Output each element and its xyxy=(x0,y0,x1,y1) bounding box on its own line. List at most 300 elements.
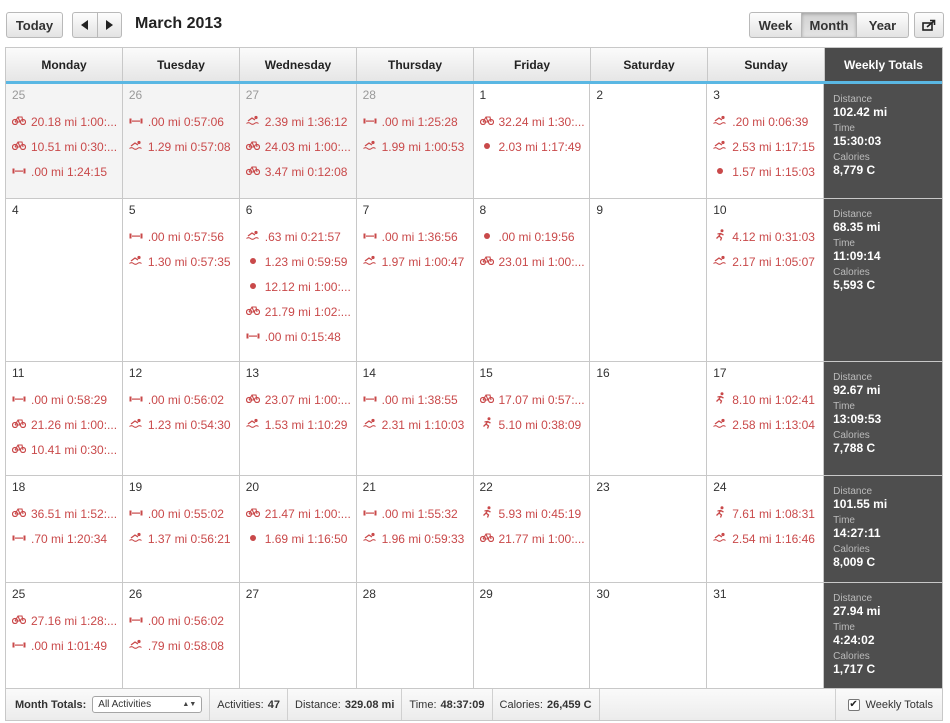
day-activities xyxy=(363,387,471,437)
header-sunday: Sunday xyxy=(708,48,825,81)
activity-summary: 36.51 mi 1:52:... xyxy=(31,506,118,521)
activity-entry[interactable] xyxy=(480,526,588,551)
activity-entry[interactable] xyxy=(246,249,354,274)
day-number: 13 xyxy=(245,366,260,380)
time-label: Time: xyxy=(409,698,437,711)
chevron-left-icon xyxy=(81,20,88,30)
day-cell[interactable] xyxy=(240,199,357,361)
activity-entry[interactable] xyxy=(713,109,821,134)
day-number: 7 xyxy=(362,203,370,217)
day-number: 8 xyxy=(479,203,487,217)
bicycle-icon xyxy=(480,393,494,406)
day-number: 11 xyxy=(12,366,25,380)
year-view-button[interactable]: Year xyxy=(857,12,909,38)
activity-summary: 12.12 mi 1:00:... xyxy=(264,279,351,294)
run-icon xyxy=(480,417,494,432)
weekly-distance-label: Distance xyxy=(833,372,873,383)
day-number: 19 xyxy=(128,480,143,494)
weekly-distance-label: Distance xyxy=(833,94,873,105)
activity-summary: .00 mi 1:25:28 xyxy=(381,114,458,129)
day-number: 28 xyxy=(362,587,376,601)
swim-icon xyxy=(713,532,727,545)
activity-summary: .00 mi 1:55:32 xyxy=(381,506,458,521)
day-cell[interactable] xyxy=(590,84,707,198)
day-cell[interactable] xyxy=(240,476,357,582)
bicycle-icon xyxy=(480,532,494,545)
weekly-distance-value: 102.42 mi xyxy=(833,105,888,119)
weekly-time-label: Time xyxy=(833,515,855,526)
day-cell[interactable] xyxy=(240,362,357,475)
bicycle-icon xyxy=(12,115,26,128)
swim-icon xyxy=(129,140,143,153)
bicycle-icon xyxy=(246,165,260,178)
activity-summary: 1.99 mi 1:00:53 xyxy=(381,139,465,154)
dot-icon xyxy=(480,231,494,243)
day-number: 18 xyxy=(12,480,26,494)
activity-entry[interactable] xyxy=(713,159,821,184)
activity-summary: .00 mi 0:57:56 xyxy=(147,229,224,244)
day-activities xyxy=(129,224,237,274)
day-cell[interactable] xyxy=(590,362,707,475)
bicycle-icon xyxy=(12,507,26,520)
dumbbell-icon xyxy=(246,331,260,343)
dumbbell-icon xyxy=(363,508,377,520)
dumbbell-icon xyxy=(129,508,143,520)
activity-entry[interactable] xyxy=(480,387,588,412)
activity-summary: 1.23 mi 0:54:30 xyxy=(147,417,231,432)
activity-summary: .63 mi 0:21:57 xyxy=(264,229,341,244)
day-cell[interactable] xyxy=(123,362,240,475)
weekly-time-label: Time xyxy=(833,238,855,249)
weekly-distance-label: Distance xyxy=(833,593,873,604)
day-activities xyxy=(246,501,354,551)
day-cell[interactable] xyxy=(474,362,591,475)
activity-entry[interactable] xyxy=(713,526,821,551)
activity-summary: 21.77 mi 1:00:... xyxy=(498,531,585,546)
day-cell[interactable] xyxy=(707,583,824,688)
activity-entry[interactable] xyxy=(480,134,588,159)
run-icon xyxy=(713,229,727,244)
activity-summary: 8.10 mi 1:02:41 xyxy=(732,392,815,407)
day-cell[interactable] xyxy=(6,84,123,198)
activity-entry[interactable] xyxy=(246,134,354,159)
day-cell[interactable] xyxy=(590,476,707,582)
day-number: 23 xyxy=(596,480,610,494)
activity-entry[interactable] xyxy=(480,109,588,134)
swim-icon xyxy=(129,255,143,268)
activity-summary: 2.53 mi 1:17:15 xyxy=(732,139,815,154)
day-activities xyxy=(12,387,120,462)
day-cell[interactable] xyxy=(6,476,123,582)
activity-entry[interactable] xyxy=(129,224,237,249)
day-activities xyxy=(363,109,471,159)
day-cell[interactable] xyxy=(357,84,474,198)
weekly-time-value: 11:09:14 xyxy=(833,249,881,263)
activity-summary: 23.07 mi 1:00:... xyxy=(264,392,351,407)
activity-entry[interactable] xyxy=(246,224,354,249)
view-switcher xyxy=(749,12,909,38)
day-number: 5 xyxy=(128,203,136,217)
activities-label: Activities: xyxy=(217,698,264,711)
dumbbell-icon xyxy=(129,116,143,128)
activity-summary: 7.61 mi 1:08:31 xyxy=(732,506,815,521)
activity-entry[interactable] xyxy=(129,608,237,633)
activity-entry[interactable] xyxy=(246,526,354,551)
activity-entry[interactable] xyxy=(713,249,821,274)
day-cell[interactable] xyxy=(474,583,591,688)
time-value: 48:37:09 xyxy=(440,698,485,711)
bicycle-icon xyxy=(12,418,26,431)
activity-summary: 32.24 mi 1:30:... xyxy=(498,114,585,129)
activity-entry[interactable] xyxy=(12,159,120,184)
bicycle-icon xyxy=(12,614,26,627)
dumbbell-icon xyxy=(12,640,26,652)
activity-entry[interactable] xyxy=(246,412,354,437)
activity-summary: 1.97 mi 1:00:47 xyxy=(381,254,465,269)
activity-summary: 1.23 mi 0:59:59 xyxy=(264,254,348,269)
activity-entry[interactable] xyxy=(713,134,821,159)
weekly-distance-label: Distance xyxy=(833,209,873,220)
day-activities xyxy=(713,224,821,274)
activity-entry[interactable] xyxy=(246,109,354,134)
activity-summary: 2.31 mi 1:10:03 xyxy=(381,417,465,432)
day-cell[interactable] xyxy=(123,84,240,198)
run-icon xyxy=(713,506,727,521)
swim-icon xyxy=(713,418,727,431)
day-number: 14 xyxy=(362,366,376,380)
month-totals-bar xyxy=(5,688,943,721)
day-number: 17 xyxy=(713,366,727,380)
distance-total xyxy=(288,689,402,720)
activity-entry[interactable] xyxy=(12,526,120,551)
day-number: 15 xyxy=(479,366,493,380)
bicycle-icon xyxy=(246,140,260,153)
weekly-calories-label: Calories xyxy=(833,651,870,662)
activity-summary: 1.69 mi 1:16:50 xyxy=(264,531,348,546)
weekly-distance-label: Distance xyxy=(833,486,873,497)
weekly-totals-toggle[interactable] xyxy=(835,689,942,720)
bicycle-icon xyxy=(480,115,494,128)
weekly-totals-checkbox[interactable]: ✔ xyxy=(849,699,858,710)
next-month-button[interactable] xyxy=(97,12,123,38)
day-cell[interactable] xyxy=(6,362,123,475)
day-number: 20 xyxy=(245,480,260,494)
day-activities xyxy=(246,387,354,437)
activity-entry[interactable] xyxy=(480,501,588,526)
day-cell[interactable] xyxy=(357,362,474,475)
activity-entry[interactable] xyxy=(12,109,120,134)
activity-entry[interactable] xyxy=(129,134,237,159)
swim-icon xyxy=(363,418,377,431)
activity-entry[interactable] xyxy=(12,437,120,462)
activity-summary: 23.01 mi 1:00:... xyxy=(498,254,585,269)
day-number: 27 xyxy=(245,88,260,102)
month-title: March 2013 xyxy=(135,15,223,32)
activity-entry[interactable] xyxy=(129,412,237,437)
day-cell[interactable] xyxy=(707,199,824,361)
header-tuesday: Tuesday xyxy=(123,48,240,81)
day-number: 26 xyxy=(128,587,143,601)
activity-summary: 3.47 mi 0:12:08 xyxy=(264,164,348,179)
activity-entry[interactable] xyxy=(363,526,471,551)
day-cell[interactable] xyxy=(707,84,824,198)
activity-summary: .00 mi 0:56:02 xyxy=(147,613,224,628)
activity-summary: 21.26 mi 1:00:... xyxy=(31,417,118,432)
day-cell[interactable] xyxy=(123,583,240,688)
day-activities xyxy=(363,224,471,274)
day-number: 25 xyxy=(12,88,26,102)
share-button[interactable] xyxy=(914,12,944,38)
day-cell[interactable] xyxy=(474,199,591,361)
activity-entry[interactable] xyxy=(246,501,354,526)
week-row xyxy=(6,84,942,199)
activity-summary: .00 mi 0:58:29 xyxy=(31,392,108,407)
weekly-totals-cell xyxy=(824,583,942,688)
dumbbell-icon xyxy=(363,231,377,243)
distance-label: Distance: xyxy=(295,698,341,711)
activity-filter-value: All Activities xyxy=(98,699,152,710)
activity-summary: .70 mi 1:20:34 xyxy=(31,531,108,546)
activity-entry[interactable] xyxy=(12,633,120,658)
weekly-totals-cell xyxy=(824,362,942,475)
activity-summary: .00 mi 0:15:48 xyxy=(264,329,341,344)
swim-icon xyxy=(129,639,143,652)
swim-icon xyxy=(129,532,143,545)
activity-entry[interactable] xyxy=(363,109,471,134)
day-cell[interactable] xyxy=(590,199,707,361)
activity-entry[interactable] xyxy=(12,608,120,633)
activity-entry[interactable] xyxy=(480,249,588,274)
weekly-calories-label: Calories xyxy=(833,267,870,278)
day-number: 21 xyxy=(362,480,376,494)
day-cell[interactable] xyxy=(240,583,357,688)
day-cell[interactable] xyxy=(357,199,474,361)
dumbbell-icon xyxy=(12,533,26,545)
month-view-button[interactable]: Month xyxy=(801,12,857,38)
dot-icon xyxy=(246,281,260,293)
weekday-header xyxy=(6,48,942,84)
day-cell[interactable] xyxy=(474,84,591,198)
activity-entry[interactable] xyxy=(12,412,120,437)
dumbbell-icon xyxy=(12,394,26,406)
day-number: 10 xyxy=(713,203,727,217)
bicycle-icon xyxy=(246,305,260,318)
week-view-button[interactable]: Week xyxy=(749,12,801,38)
day-activities xyxy=(480,109,588,159)
activity-entry[interactable] xyxy=(129,526,237,551)
day-number: 30 xyxy=(596,587,610,601)
weekly-time-value: 15:30:03 xyxy=(833,134,882,148)
activity-entry[interactable] xyxy=(246,324,354,349)
activity-entry[interactable] xyxy=(363,134,471,159)
activity-summary: .00 mi 1:24:15 xyxy=(31,164,108,179)
month-calendar xyxy=(5,47,943,688)
day-cell[interactable] xyxy=(357,583,474,688)
activity-entry[interactable] xyxy=(129,249,237,274)
day-activities xyxy=(480,387,588,437)
dot-icon xyxy=(713,166,727,178)
bicycle-icon xyxy=(12,140,26,153)
activity-summary: 1.29 mi 0:57:08 xyxy=(147,139,231,154)
day-cell[interactable] xyxy=(123,476,240,582)
swim-icon xyxy=(129,418,143,431)
activity-summary: 10.41 mi 0:30:... xyxy=(31,442,118,457)
activity-entry[interactable] xyxy=(363,412,471,437)
activity-summary: .00 mi 1:01:49 xyxy=(31,638,108,653)
dumbbell-icon xyxy=(363,116,377,128)
week-row xyxy=(6,199,942,362)
activity-entry[interactable] xyxy=(12,134,120,159)
day-cell[interactable] xyxy=(123,199,240,361)
activity-entry[interactable] xyxy=(129,387,237,412)
header-saturday: Saturday xyxy=(591,48,708,81)
run-icon xyxy=(713,392,727,407)
day-activities xyxy=(480,224,588,274)
day-number: 4 xyxy=(12,203,19,217)
activity-filter-select[interactable] xyxy=(92,696,202,713)
day-activities xyxy=(12,608,120,658)
bicycle-icon xyxy=(246,393,260,406)
weekly-calories-label: Calories xyxy=(833,152,870,163)
activity-entry[interactable] xyxy=(129,633,237,658)
activity-entry[interactable] xyxy=(129,109,237,134)
activity-entry[interactable] xyxy=(363,387,471,412)
day-number: 25 xyxy=(12,587,26,601)
activity-entry[interactable] xyxy=(363,224,471,249)
activity-summary: 2.03 mi 1:17:49 xyxy=(498,139,582,154)
activity-entry[interactable] xyxy=(363,501,471,526)
week-row xyxy=(6,476,942,583)
dumbbell-icon xyxy=(129,394,143,406)
weekly-distance-value: 27.94 mi xyxy=(833,604,881,618)
weekly-calories-value: 5,593 C xyxy=(833,278,876,292)
header-weekly-totals: Weekly Totals xyxy=(825,48,942,81)
activity-summary: 1.53 mi 1:10:29 xyxy=(264,417,348,432)
activity-entry[interactable] xyxy=(12,501,120,526)
activity-summary: 20.18 mi 1:00:... xyxy=(31,114,118,129)
day-activities xyxy=(12,109,120,184)
activity-entry[interactable] xyxy=(246,274,354,299)
day-cell[interactable] xyxy=(707,362,824,475)
month-totals-label: Month Totals: xyxy=(15,698,87,711)
day-number: 9 xyxy=(596,203,604,217)
activity-summary: .00 mi 0:57:06 xyxy=(147,114,224,129)
activity-summary: 4.12 mi 0:31:03 xyxy=(732,229,815,244)
dot-icon xyxy=(480,141,494,153)
swim-icon xyxy=(246,418,260,431)
activity-entry[interactable] xyxy=(363,249,471,274)
day-activities xyxy=(12,501,120,551)
activity-summary: 1.57 mi 1:15:03 xyxy=(732,164,815,179)
run-icon xyxy=(480,506,494,521)
dumbbell-icon xyxy=(12,166,26,178)
header-monday: Monday xyxy=(6,48,123,81)
dumbbell-icon xyxy=(129,231,143,243)
day-cell[interactable] xyxy=(707,476,824,582)
weekly-totals-cell xyxy=(824,476,942,582)
activity-entry[interactable] xyxy=(246,299,354,324)
activities-value: 47 xyxy=(267,698,280,711)
day-number: 28 xyxy=(362,88,376,102)
activity-summary: 5.93 mi 0:45:19 xyxy=(498,506,582,521)
weekly-calories-value: 1,717 C xyxy=(833,662,876,676)
day-number: 26 xyxy=(128,88,143,102)
activity-summary: 1.37 mi 0:56:21 xyxy=(147,531,231,546)
activity-entry[interactable] xyxy=(713,412,821,437)
previous-month-button[interactable] xyxy=(72,12,97,38)
activity-entry[interactable] xyxy=(246,159,354,184)
activity-summary: 10.51 mi 0:30:... xyxy=(31,139,118,154)
day-cell[interactable] xyxy=(474,476,591,582)
calories-value: 26,459 C xyxy=(546,698,592,711)
day-activities xyxy=(246,109,354,184)
activity-summary: .00 mi 1:38:55 xyxy=(381,392,458,407)
dot-icon xyxy=(246,533,260,545)
dot-icon xyxy=(246,256,260,268)
activity-summary: 2.39 mi 1:36:12 xyxy=(264,114,348,129)
weekly-distance-value: 101.55 mi xyxy=(833,497,888,511)
day-number: 6 xyxy=(245,203,253,217)
activity-summary: 1.30 mi 0:57:35 xyxy=(147,254,231,269)
activity-entry[interactable] xyxy=(12,387,120,412)
today-button[interactable]: Today xyxy=(6,12,63,38)
day-number: 16 xyxy=(596,366,610,380)
day-cell[interactable] xyxy=(6,199,123,361)
activity-entry[interactable] xyxy=(480,224,588,249)
activity-entry[interactable] xyxy=(713,387,821,412)
weekly-calories-label: Calories xyxy=(833,430,870,441)
share-icon xyxy=(922,19,936,31)
weekly-calories-value: 8,779 C xyxy=(833,163,876,177)
day-activities xyxy=(129,109,237,159)
day-number: 12 xyxy=(128,366,143,380)
swim-icon xyxy=(713,255,727,268)
chevron-right-icon xyxy=(106,20,113,30)
weekly-time-label: Time xyxy=(833,401,855,412)
day-cell[interactable] xyxy=(590,583,707,688)
activity-summary: .79 mi 0:58:08 xyxy=(147,638,224,653)
weekly-totals-toggle-label: Weekly Totals xyxy=(865,698,933,711)
weekly-totals-cell xyxy=(824,84,942,198)
weekly-time-value: 13:09:53 xyxy=(833,412,882,426)
day-cell[interactable] xyxy=(357,476,474,582)
day-activities xyxy=(480,501,588,551)
day-number: 22 xyxy=(479,480,493,494)
activity-entry[interactable] xyxy=(129,501,237,526)
day-number: 31 xyxy=(713,587,727,601)
weekly-calories-value: 8,009 C xyxy=(833,555,876,569)
dumbbell-icon xyxy=(363,394,377,406)
activity-entry[interactable] xyxy=(713,224,821,249)
day-activities xyxy=(713,501,821,551)
swim-icon xyxy=(363,532,377,545)
day-activities xyxy=(129,387,237,437)
header-wednesday: Wednesday xyxy=(240,48,357,81)
weekly-calories-value: 7,788 C xyxy=(833,441,876,455)
activity-summary: 2.54 mi 1:16:46 xyxy=(732,531,815,546)
day-activities xyxy=(246,224,354,349)
day-activities xyxy=(129,501,237,551)
activity-entry[interactable] xyxy=(713,501,821,526)
activity-entry[interactable] xyxy=(246,387,354,412)
month-totals-filter xyxy=(6,689,210,720)
activity-summary: 21.47 mi 1:00:... xyxy=(264,506,351,521)
day-cell[interactable] xyxy=(240,84,357,198)
weekly-distance-value: 68.35 mi xyxy=(833,220,881,234)
day-number: 27 xyxy=(245,587,260,601)
activity-entry[interactable] xyxy=(480,412,588,437)
day-cell[interactable] xyxy=(6,583,123,688)
